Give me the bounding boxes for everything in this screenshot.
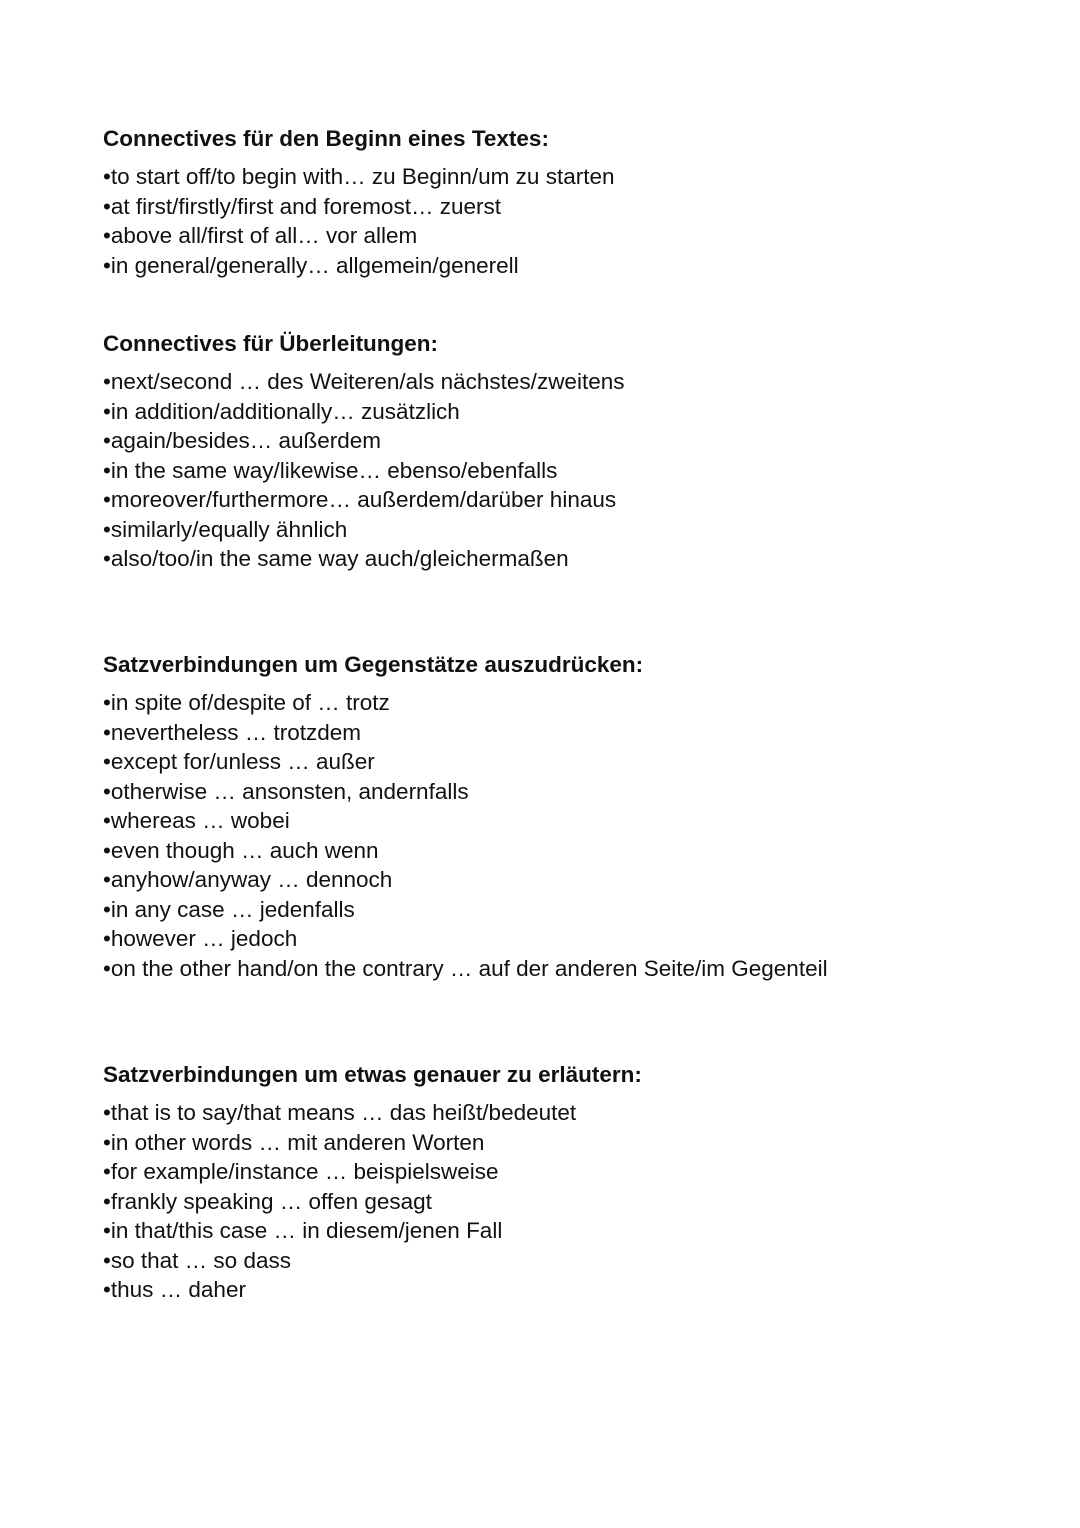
list-item: •whereas … wobei <box>103 808 290 833</box>
list-item: •so that … so dass <box>103 1247 291 1273</box>
list-item: •also/too/in the same way auch/gleichermaßen <box>103 546 569 571</box>
list-item: •in the same way/likewise… ebenso/ebenfalls <box>103 457 558 483</box>
list-item: •in general/generally… allgemein/generell <box>103 252 519 278</box>
list-item: •again/besides… außerdem <box>103 428 382 453</box>
section-heading: Connectives für den Beginn eines Textes: <box>103 126 549 151</box>
section-heading: Satzverbindungen um Gegenstätze auszudrücken: <box>103 652 644 677</box>
list-item: •in addition/additionally… zusätzlich <box>103 398 460 424</box>
list-item: •frankly speaking … offen gesagt <box>103 1188 432 1214</box>
list-item: •for example/instance … beispielsweise <box>103 1159 499 1184</box>
section-heading: Connectives für Überleitungen: <box>103 331 439 356</box>
list-item: •above all/first of all… vor allem <box>103 223 418 248</box>
list-item: •nevertheless … trotzdem <box>103 719 361 745</box>
list-item: •except for/unless … außer <box>103 749 375 774</box>
list-item: •even though … auch wenn <box>103 837 379 863</box>
list-item: •next/second … des Weiteren/als nächstes/zweitens <box>103 369 625 394</box>
list-item: •in spite of/despite of … trotz <box>103 690 390 715</box>
section-text-beginning <box>103 124 1003 280</box>
section-contrasts <box>103 650 1003 983</box>
list-item: •on the other hand/on the contrary … auf der anderen Seite/im Gegenteil <box>103 955 828 981</box>
list-item: •in any case … jedenfalls <box>103 896 355 922</box>
list-item: •that is to say/that means … das heißt/bedeutet <box>103 1100 577 1125</box>
list-item: •however … jedoch <box>103 926 298 951</box>
section-explanations <box>103 1060 1003 1305</box>
list-item: •moreover/furthermore… außerdem/darüber hinaus <box>103 487 617 512</box>
section-transitions <box>103 329 1003 574</box>
list-item: •to start off/to begin with… zu Beginn/um zu starten <box>103 164 615 189</box>
list-item: •similarly/equally ähnlich <box>103 516 348 542</box>
list-item: •in other words … mit anderen Worten <box>103 1129 485 1155</box>
list-item: •in that/this case … in diesem/jenen Fall <box>103 1218 503 1243</box>
section-heading: Satzverbindungen um etwas genauer zu erläutern: <box>103 1062 642 1087</box>
list-item: •thus … daher <box>103 1277 246 1302</box>
list-item: •anyhow/anyway … dennoch <box>103 867 393 892</box>
list-item: •otherwise … ansonsten, andernfalls <box>103 778 469 804</box>
list-item: •at first/firstly/first and foremost… zuerst <box>103 193 501 219</box>
